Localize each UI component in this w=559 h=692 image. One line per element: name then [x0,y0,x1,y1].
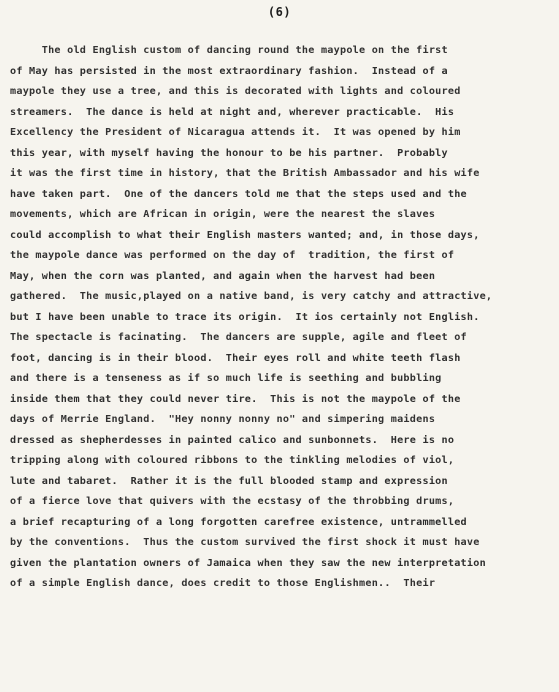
text-line-14: but I have been unable to trace its origin. It ios certainly not English. [10,311,480,323]
text-line-15: The spectacle is facinating. The dancers are supple, agile and fleet of [10,332,467,343]
text-line-8: have taken part. One of the dancers told me that the steps used and the [10,188,467,200]
text-line-2: of May has persisted in the most extraordinary fashion. Instead of a [10,65,448,77]
text-line-6: this year, with myself having the honour to be his partner. Probably [10,147,448,159]
page-number: (6) [267,5,292,19]
text-line-21: tripping along with coloured ribbons to the tinkling melodies of viol, [10,455,455,466]
text-line-20: dressed as shepherdesses in painted calico and sunbonnets. Here is no [10,434,455,446]
text-line-1: The old English custom of dancing round the maypole on the first [10,45,448,56]
text-line-27: of a simple English dance, does credit to those Englishmen.. Their [10,578,436,589]
text-line-12: May, when the corn was planted, and again when the harvest had been [10,270,436,282]
text-line-10: could accomplish to what their English masters wanted; and, in those days, [10,229,480,241]
text-line-19: days of Merrie England. "Hey nonny nonny no" and simpering maidens [10,414,436,425]
text-line-7: it was the first time in history, that the British Ambassador and his wife [10,168,480,179]
body-text [10,41,549,595]
text-line-9: movements, which are African in origin, were the nearest the slaves [10,209,436,220]
text-line-13: gathered. The music,played on a native band, is very catchy and attractive, [10,291,493,302]
text-line-16: foot, dancing is in their blood. Their eyes roll and white teeth flash [10,352,461,364]
text-line-26: given the plantation owners of Jamaica when they saw the new interpretation [10,557,486,569]
text-line-17: and there is a tenseness as if so much life is seething and bubbling [10,373,442,384]
text-line-25: by the conventions. Thus the custom survived the first shock it must have [10,537,480,548]
text-line-24: a brief recapturing of a long forgotten carefree existence, untrammelled [10,516,467,528]
text-line-3: maypole they use a tree, and this is decorated with lights and coloured [10,86,461,97]
text-line-22: lute and tabaret. Rather it is the full blooded stamp and expression [10,475,448,487]
text-line-23: of a fierce love that quivers with the ecstasy of the throbbing drums, [10,496,455,507]
text-line-11: the maypole dance was performed on the day of tradition, the first of [10,250,455,261]
text-line-18: inside them that they could never tire. This is not the maypole of the [10,393,461,405]
text-line-5: Excellency the President of Nicaragua attends it. It was opened by him [10,127,461,138]
text-line-4: streamers. The dance is held at night and, wherever practicable. His [10,106,455,118]
